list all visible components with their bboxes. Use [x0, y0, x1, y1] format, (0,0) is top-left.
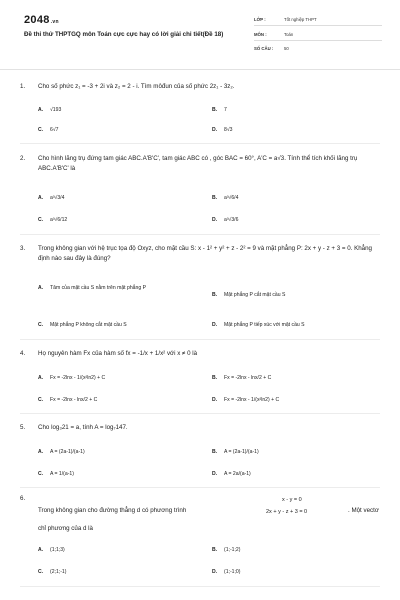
question-number: 2.	[20, 155, 26, 162]
option-2c[interactable]: C. a³√6/12	[38, 217, 68, 223]
question-text: Cho số phức z₁ = -3 + 2i và z₂ = 2 - i. Tìm môđun của số phức 2z₁ - 3z₂.	[38, 83, 235, 90]
question-text: Trong không gian với hệ trục tọa độ Oxyz, cho mặt cầu S: x - 1² + y² + z - 2² = 9 và mặt phẳng P: 2x + y - z + 3 = 0. Khẳng định nào sau đây là đúng?	[38, 245, 372, 262]
option-1a[interactable]: A. √193	[38, 107, 62, 113]
option-3b[interactable]: B. Mặt phẳng P cắt mặt cầu S	[212, 292, 286, 298]
meta-socau: SỐ CÂU : 50	[254, 46, 289, 51]
question-text: Họ nguyên hàm Fx của hàm số fx = -1/x + 1/x² với x ≠ 0 là	[38, 350, 198, 357]
option-3c[interactable]: C. Mặt phẳng P không cắt mặt cầu S	[38, 322, 127, 328]
option-2a[interactable]: A. a³√3/4	[38, 195, 65, 201]
meta-lop: LỚP : Tốt nghiệp THPT	[254, 17, 317, 22]
equation-line-2: 2x + y - z + 3 = 0	[266, 509, 308, 515]
option-6c[interactable]: C. (2;1;-1)	[38, 569, 67, 575]
option-2b[interactable]: B. a³√6/4	[212, 195, 239, 201]
question-number: 5.	[20, 424, 26, 431]
option-5b[interactable]: B. A = (2a-1)/(a-1)	[212, 449, 259, 455]
question-number: 1.	[20, 83, 26, 90]
option-4b[interactable]: B. Fx = -2lnx - lnx/2 + C	[212, 375, 272, 381]
option-2d[interactable]: D. a³√3/6	[212, 217, 239, 223]
option-1d[interactable]: D. 8√3	[212, 127, 233, 133]
option-5a[interactable]: A. A = (2a-1)/(a-1)	[38, 449, 85, 455]
header-divider	[0, 69, 400, 70]
question-number: 6.	[20, 495, 26, 502]
option-1c[interactable]: C. 6√7	[38, 127, 59, 133]
option-4a[interactable]: A. Fx = -2lnx - 1/(x²ln2) + C	[38, 375, 106, 381]
question-text-cont: . Một vectơ	[348, 507, 379, 514]
option-3d[interactable]: D. Mặt phẳng P tiếp xúc với mặt cầu S	[212, 322, 305, 328]
question-6	[20, 494, 380, 534]
document-header	[0, 0, 400, 62]
document-title: Đề thi thử THPTGQ môn Toán cực cực hay có lời giải chi tiết(Đề 18)	[24, 31, 224, 38]
question-text-cont2: chỉ phương của d là	[38, 525, 93, 532]
option-6d[interactable]: D. (1;-1;0)	[212, 569, 241, 575]
option-4d[interactable]: D. Fx = -2lnx - 1/(x²ln2) + C	[212, 397, 280, 403]
question-number: 4.	[20, 350, 26, 357]
option-5d[interactable]: D. A = 2a/(a-1)	[212, 471, 251, 477]
question-text: Cho log₃21 = a, tính A = log₇147.	[38, 424, 128, 431]
equation-line-1: x - y = 0	[282, 497, 302, 503]
question-text: Cho hình lăng trụ đứng tam giác ABC.A'B'C', tam giác ABC có , góc BAC = 60°, A'C = a√3. Tính thể tích khối lăng trụ ABC.A'B'C' là	[38, 155, 358, 172]
site-logo[interactable]: 2048.vn	[24, 14, 59, 26]
meta-mon: MÔN : Toán	[254, 32, 294, 37]
option-1b[interactable]: B. 7	[212, 107, 227, 113]
option-5c[interactable]: C. A = 1/(a-1)	[38, 471, 74, 477]
option-4c[interactable]: C. Fx = -2lnx - lnx/2 + C	[38, 397, 98, 403]
option-6b[interactable]: B. (1;-1;2)	[212, 547, 241, 553]
option-6a[interactable]: A. (1;1;3)	[38, 547, 65, 553]
question-text: Trong không gian cho đường thẳng d có phương trình	[38, 507, 187, 514]
question-number: 3.	[20, 245, 26, 252]
option-3a[interactable]: A. Tâm của mặt cầu S nằm trên mặt phẳng P	[38, 285, 146, 291]
